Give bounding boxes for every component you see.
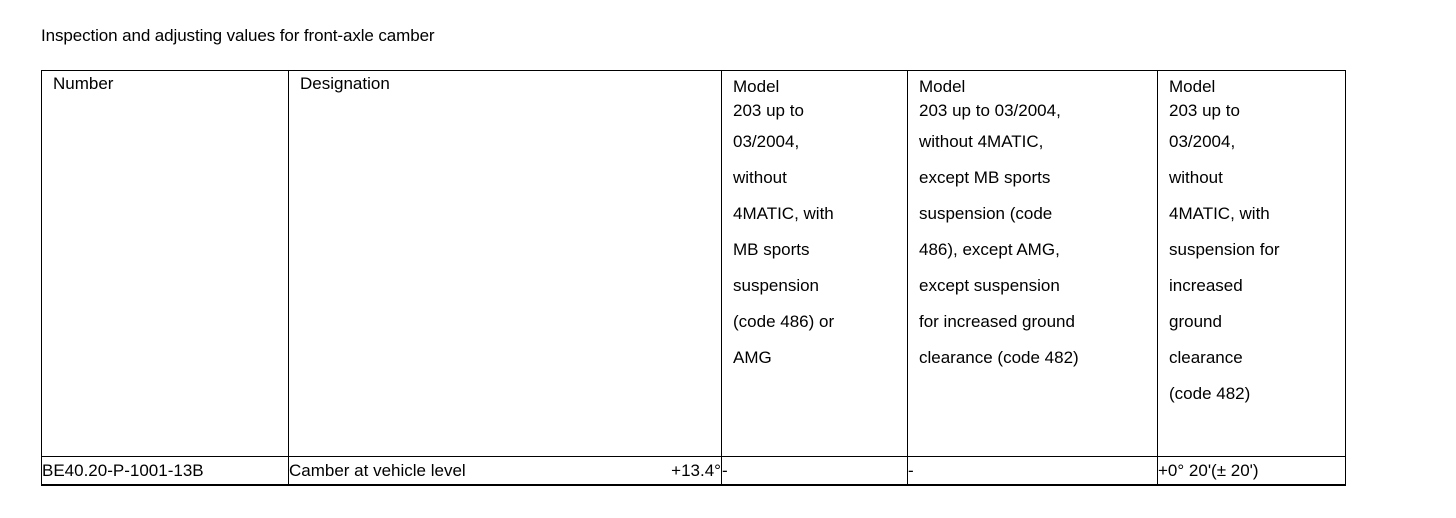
- header-model-col3: [1158, 71, 1346, 457]
- header-designation: [289, 71, 722, 457]
- model-col2-line: without 4MATIC,: [919, 132, 1044, 151]
- model-col3-line: Model: [1169, 77, 1216, 96]
- model-col1-line: 203 up to: [733, 101, 804, 120]
- model-col3-line: increased: [1169, 276, 1243, 295]
- cell-col2-value: -: [908, 457, 1158, 486]
- model-col3-line: clearance: [1169, 348, 1243, 367]
- model-col2-line: for increased ground: [919, 312, 1075, 331]
- table-row: [42, 457, 1346, 486]
- model-col2-line: except suspension: [919, 276, 1060, 295]
- model-col2-line: 203 up to 03/2004,: [919, 101, 1061, 120]
- model-col2-line: 486), except AMG,: [919, 240, 1060, 259]
- model-col1-line: Model: [733, 77, 780, 96]
- header-model-col2: [908, 71, 1158, 457]
- model-col2-line: Model: [919, 77, 966, 96]
- header-model-col1: [722, 71, 908, 457]
- model-col2-line: clearance (code 482): [919, 348, 1079, 367]
- model-col3-line: ground: [1169, 312, 1222, 331]
- header-row: [42, 71, 1346, 457]
- model-col3-line: suspension for: [1169, 240, 1280, 259]
- model-col1-line: 03/2004,: [733, 132, 800, 151]
- model-col1-line: (code 486) or: [733, 312, 835, 331]
- header-number: [42, 71, 289, 457]
- model-col3-line: without: [1169, 168, 1223, 187]
- model-col3-line: (code 482): [1169, 384, 1251, 403]
- model-col1-line: AMG: [733, 348, 772, 367]
- cell-designation: [289, 457, 722, 486]
- cell-number: BE40.20-P-1001-13B: [42, 457, 289, 486]
- model-col2-line: suspension (code: [919, 204, 1053, 223]
- model-col1-line: MB sports: [733, 240, 810, 259]
- header-number-label: Number: [53, 74, 114, 93]
- designation-level-value: +13.4°: [671, 460, 721, 480]
- model-col3-line: 203 up to: [1169, 101, 1240, 120]
- model-col3-line: 03/2004,: [1169, 132, 1236, 151]
- cell-col3-value: +0° 20'(± 20'): [1158, 457, 1346, 486]
- model-col1-line: suspension: [733, 276, 820, 295]
- model-col1-line: without: [733, 168, 787, 187]
- model-col2-line: except MB sports: [919, 168, 1051, 187]
- header-designation-label: Designation: [300, 74, 390, 93]
- designation-text: Camber at vehicle level: [289, 460, 466, 480]
- cell-col1-value: -: [722, 457, 908, 486]
- table-caption: Inspection and adjusting values for front-axle camber: [41, 26, 435, 45]
- camber-values-table: [41, 70, 1346, 486]
- model-col3-line: 4MATIC, with: [1169, 204, 1270, 223]
- model-col1-line: 4MATIC, with: [733, 204, 834, 223]
